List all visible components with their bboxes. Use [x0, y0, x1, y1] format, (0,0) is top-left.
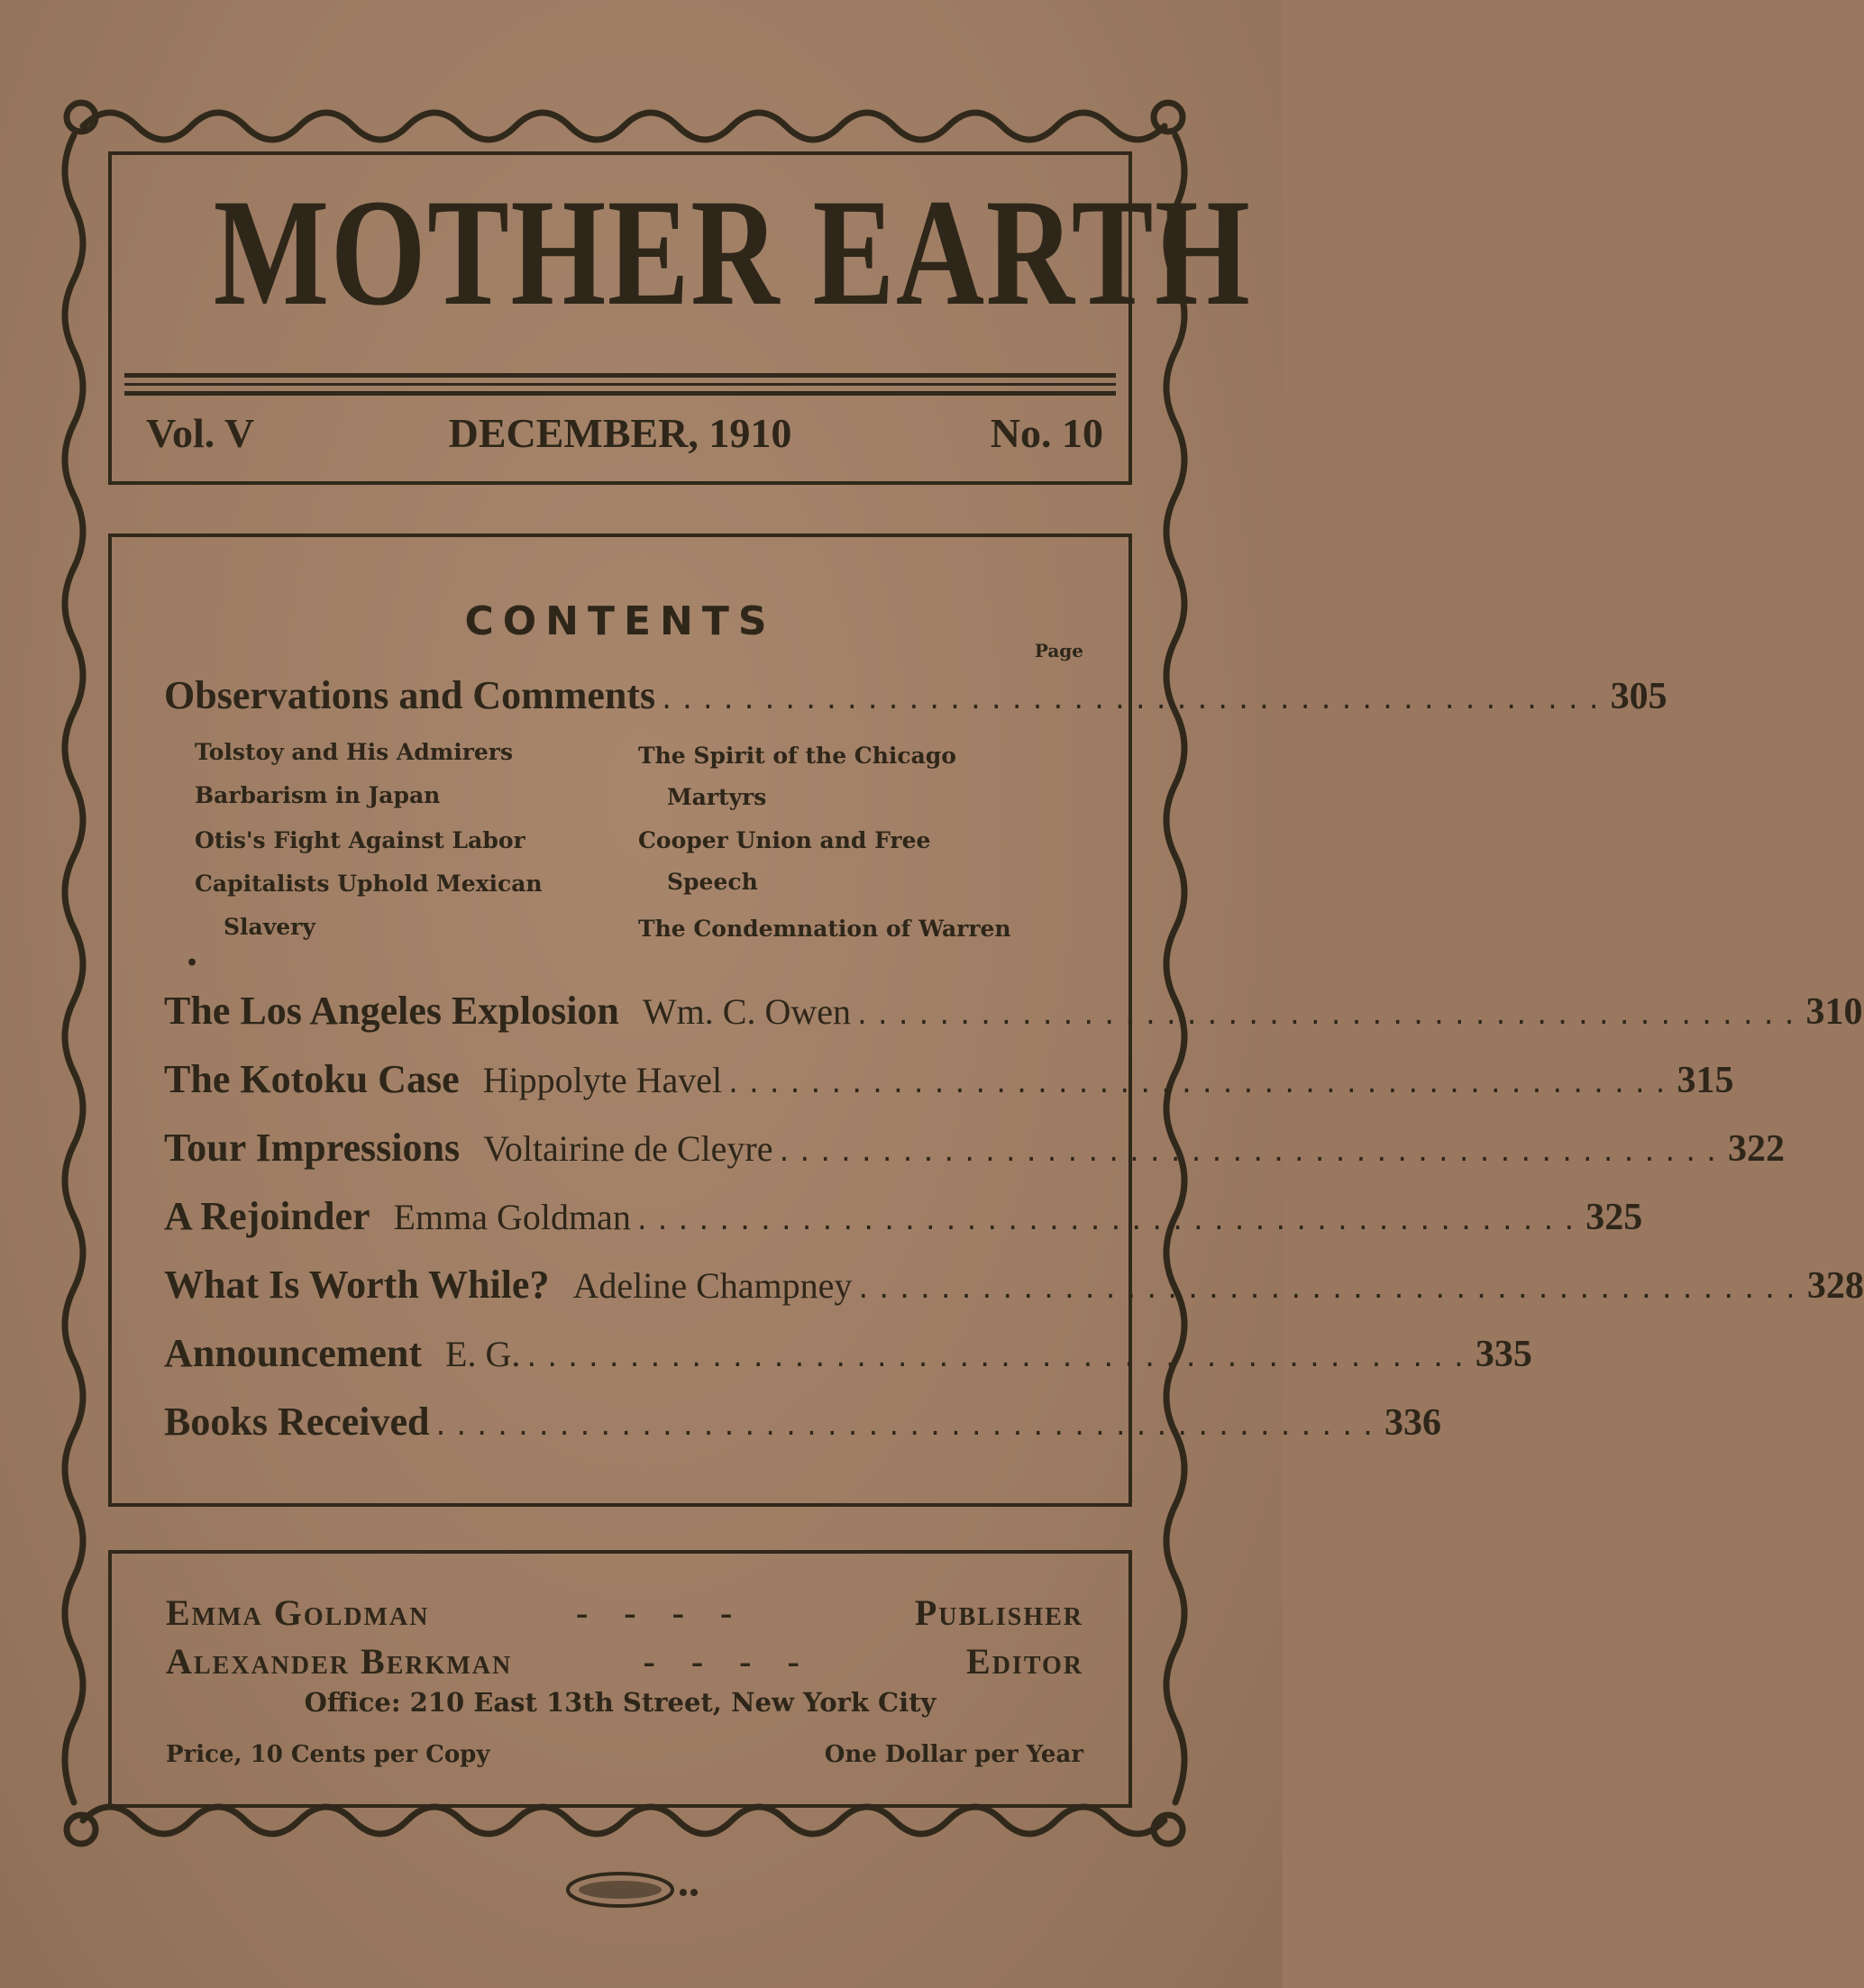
toc-entry-author: Hippolyte Havel: [482, 1060, 723, 1100]
toc-entry: [164, 988, 1863, 1034]
toc-entry-title: Tour Impressions: [164, 1126, 461, 1170]
leader-dots: ..............................................: [634, 1206, 1583, 1236]
subtopic: Slavery: [224, 914, 315, 940]
toc-entry-author: Emma Goldman: [393, 1197, 631, 1237]
publisher-role: Publisher: [914, 1592, 1083, 1633]
leader-dots: ..............................................: [776, 1137, 1724, 1167]
subtopic: Barbarism in Japan: [195, 782, 441, 808]
volume-label: Vol. V: [146, 410, 255, 456]
subtopic: The Spirit of the Chicago: [638, 743, 956, 769]
toc-entry-page: 322: [1727, 1128, 1785, 1170]
toc-entry-page: 325: [1585, 1197, 1643, 1238]
toc-entry-page: 328: [1806, 1265, 1864, 1307]
editor-role: Editor: [966, 1641, 1083, 1682]
toc-entry: [164, 1056, 1734, 1102]
magazine-title: MOTHER EARTH: [213, 168, 1252, 337]
separator-dashes: ----: [575, 1592, 769, 1633]
title-rule: [124, 391, 1116, 396]
toc-entry-page: 310: [1805, 991, 1863, 1033]
toc-entry-page: 336: [1384, 1402, 1441, 1444]
leader-dots: ..............................................: [524, 1343, 1472, 1372]
page-column-label: Page: [1034, 640, 1083, 661]
toc-entry-author: Voltairine de Cleyre: [483, 1128, 773, 1169]
subtopic: Tolstoy and His Admirers: [195, 739, 514, 765]
publisher-name: Emma Goldman: [166, 1592, 430, 1633]
subtopic: Capitalists Uphold Mexican: [195, 871, 543, 897]
title-rule: [124, 383, 1116, 386]
toc-entry-title: The Los Angeles Explosion: [164, 989, 619, 1033]
toc-entry-title: A Rejoinder: [164, 1194, 370, 1238]
issue-date: DECEMBER, 1910: [448, 410, 792, 456]
subtopic: Speech: [667, 869, 758, 895]
separator-dashes: ----: [643, 1641, 836, 1682]
toc-entry-title: Announcement: [164, 1331, 423, 1375]
leader-dots: ..............................................: [726, 1069, 1674, 1099]
editor-name: Alexander Berkman: [166, 1641, 513, 1682]
price-per-year: One Dollar per Year: [824, 1741, 1083, 1768]
price-per-copy: Price, 10 Cents per Copy: [166, 1741, 490, 1768]
toc-entry-page: 305: [1610, 676, 1668, 717]
contents-box: [108, 533, 1864, 1507]
toc-entry-title: Books Received: [164, 1400, 430, 1444]
publisher-row: [166, 1591, 1083, 1634]
leader-dots: ..............................................: [855, 1274, 1804, 1304]
toc-entry-title: What Is Worth While?: [164, 1263, 550, 1307]
title-rule: [124, 373, 1116, 378]
toc-entry-author: Adeline Champney: [572, 1265, 853, 1306]
toc-entry-page: 315: [1677, 1060, 1734, 1101]
contents-heading: CONTENTS: [464, 598, 776, 644]
leader-dots: ..............................................: [659, 685, 1607, 715]
publisher-box: [108, 1550, 1132, 1808]
editor-row: [166, 1640, 1083, 1683]
subtopic: The Condemnation of Warren: [638, 916, 1011, 942]
masthead-box: [108, 151, 1252, 485]
subtopic: Otis's Fight Against Labor: [195, 827, 525, 853]
leader-dots: ..............................................: [433, 1411, 1381, 1441]
bullet-mark: •: [186, 952, 199, 975]
toc-entry-author: Wm. C. Owen: [642, 991, 851, 1032]
toc-entry: [164, 1262, 1864, 1308]
leader-dots: ..............................................: [854, 1000, 1803, 1030]
office-address: Office: 210 East 13th Street, New York City: [304, 1687, 937, 1718]
subtopic: Martyrs: [667, 784, 767, 810]
toc-entry: [164, 1330, 1532, 1376]
toc-entry: [164, 672, 1668, 718]
toc-entry-title: Observations and Comments: [164, 673, 656, 717]
issue-number: No. 10: [990, 410, 1103, 456]
toc-entry: [164, 1399, 1441, 1445]
subtopic: Cooper Union and Free: [638, 827, 931, 853]
toc-entry: [164, 1125, 1785, 1171]
toc-entry-page: 335: [1475, 1334, 1532, 1375]
toc-entry-author: E. G.: [445, 1334, 521, 1374]
toc-entry: [164, 1193, 1643, 1239]
toc-entry-title: The Kotoku Case: [164, 1057, 460, 1101]
union-label-logo: [557, 1869, 701, 1910]
